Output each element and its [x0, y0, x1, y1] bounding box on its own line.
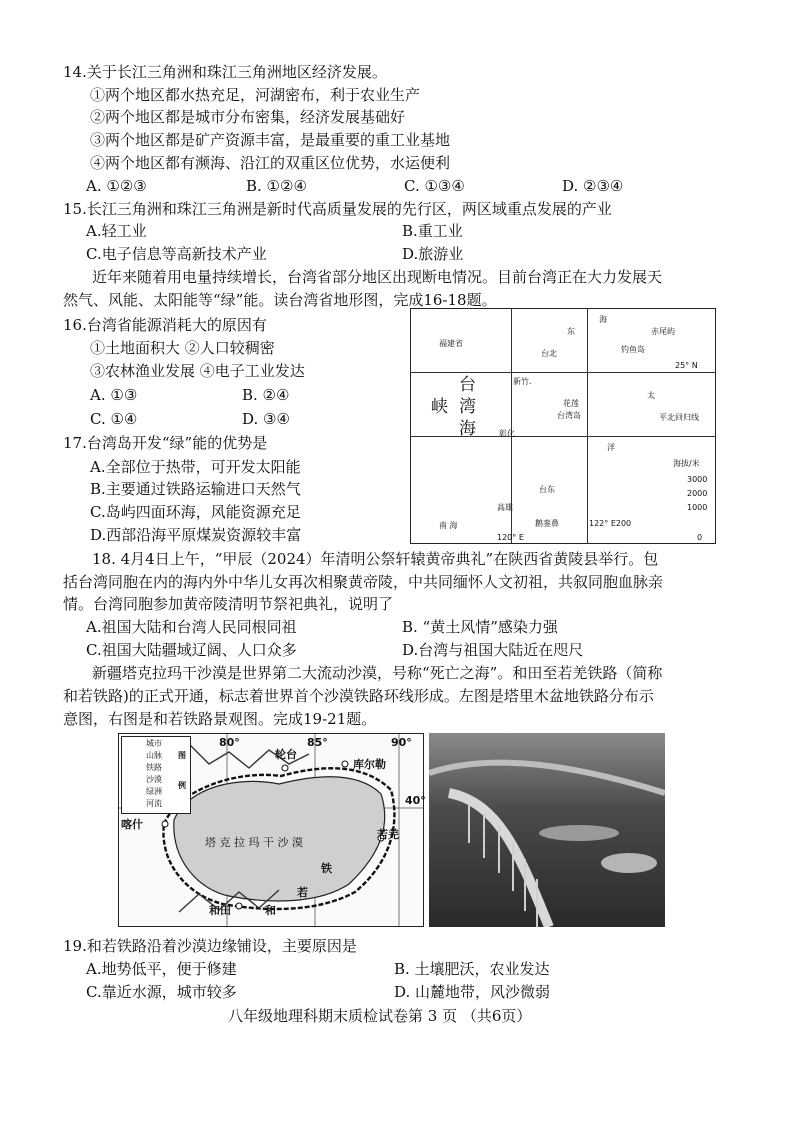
railway-label: 和	[265, 904, 276, 917]
q18-option-d: D.台湾与祖国大陆近在咫尺	[402, 641, 584, 659]
q16-option-c: C. ①④	[90, 410, 138, 428]
map-label: 钓鱼岛	[621, 345, 645, 354]
map-label: 台北	[541, 349, 557, 358]
map-label: 花莲	[563, 399, 579, 408]
map-label: 台湾岛	[557, 411, 581, 420]
map-strait-label: 峡	[431, 397, 448, 417]
desert-label: 塔 克 拉 玛 干 沙 漠	[205, 836, 303, 849]
city-label: 喀什	[121, 818, 143, 831]
map-label: 彰化	[499, 429, 515, 438]
q19-option-c: C.靠近水源，城市较多	[86, 983, 237, 1001]
q17-option-c: C.岛屿四面环海，风能资源充足	[90, 503, 301, 521]
q17-option-b: B.主要通过铁路运输进口天然气	[90, 480, 301, 498]
q14-statement: ②两个地区都是城市分布密集，经济发展基础好	[90, 108, 406, 126]
q15-option-c: C.电子信息等高新技术产业	[86, 245, 267, 263]
q16-option-b: B. ②④	[242, 386, 290, 404]
q18-stem: 括台湾同胞在内的海内外中华儿女再次相聚黄帝陵，中共同缅怀人文初祖，共叙同胞血脉亲	[63, 573, 664, 591]
q14-statement: ④两个地区都有濒海、沿江的双重区位优势，水运便利	[90, 154, 451, 172]
map-strait-label: 海	[459, 419, 476, 439]
map-strait-label: 湾	[459, 397, 476, 417]
railway-photo-drawing	[429, 733, 665, 927]
map-label: 鹅銮鼻	[535, 519, 559, 528]
legend-level: 3000	[687, 475, 708, 484]
q14-option-c: C. ①③④	[404, 177, 465, 195]
intro19-line: 和若铁路)的正式开通，标志着世界首个沙漠铁路环线形成。左图是塔里木盆地铁路分布示	[63, 687, 654, 705]
q18-stem: 情。台湾同胞参加黄帝陵清明节祭祀典礼，说明了	[63, 595, 394, 613]
q15-option-b: B.重工业	[402, 222, 463, 240]
railway-label: 铁	[321, 862, 332, 875]
city-label: 若羌	[377, 828, 399, 841]
q14-option-d: D. ②③④	[562, 177, 624, 195]
q16-statement: ①土地面积大 ②人口较稠密	[90, 339, 275, 357]
map-longitude: 85°	[307, 736, 328, 749]
railway-label: 若	[297, 886, 308, 899]
q14-stem: 14.关于长江三角洲和珠江三角洲地区经济发展。	[63, 63, 387, 81]
q18-option-a: A.祖国大陆和台湾人民同根同祖	[86, 618, 297, 636]
map-label: 120° E	[497, 533, 524, 542]
map-label: 洋	[607, 443, 615, 452]
map-label: 平北回归线	[659, 413, 699, 422]
map-label: 新竹.	[513, 377, 532, 386]
legend-item: 山脉	[146, 751, 162, 760]
legend-item: 城市	[146, 739, 162, 748]
q16-option-a: A. ①③	[90, 386, 138, 404]
railway-photo	[429, 733, 665, 927]
map-label: 25° N	[675, 361, 698, 370]
q15-option-a: A.轻工业	[86, 222, 147, 240]
page-footer: 八年级地理科期末质检试卷第 3 页 （共6页）	[228, 1007, 532, 1025]
map-label: 太	[647, 391, 655, 400]
q15-option-d: D.旅游业	[402, 245, 464, 263]
q14-option-b: B. ①②④	[246, 177, 307, 195]
tarim-map	[118, 733, 424, 927]
q18-option-b: B. “黄土风情”感染力强	[402, 618, 558, 636]
city-label: 库尔勒	[353, 758, 386, 771]
q14-statement: ③两个地区都是矿产资源丰富，是最重要的重工业基地	[90, 131, 451, 149]
tarim-legend	[121, 736, 191, 814]
taiwan-map	[410, 308, 716, 544]
q16-statement: ③农林渔业发展 ④电子工业发达	[90, 362, 305, 380]
map-label: 高雄	[497, 503, 513, 512]
q18-stem: 18. 4月4日上午，“甲辰（2024）年清明公祭轩辕黄帝典礼”在陕西省黄陵县举行。包	[92, 550, 659, 568]
map-label: 赤尾屿	[651, 327, 675, 336]
city-label: 轮台	[275, 748, 297, 761]
map-label: 南 海	[439, 521, 458, 530]
legend-item: 沙漠	[146, 775, 162, 784]
intro16-line: 近年来随着用电量持续增长，台湾省部分地区出现断电情况。目前台湾正在大力发展天	[92, 268, 663, 286]
map-longitude: 80°	[219, 736, 240, 749]
q19-option-b: B. 土壤肥沃，农业发达	[394, 960, 550, 978]
legend-item: 绿洲	[146, 787, 162, 796]
intro16-line: 然气、风能、太阳能等“绿”能。读台湾省地形图，完成16-18题。	[63, 291, 497, 309]
q19-stem: 19.和若铁路沿着沙漠边缘铺设，主要原因是	[63, 937, 357, 955]
legend-item: 铁路	[146, 763, 162, 772]
map-label: 东	[567, 327, 575, 336]
legend-level: 2000	[687, 489, 708, 498]
q19-option-a: A.地势低平，便于修建	[86, 960, 237, 978]
legend-title: 例	[178, 781, 186, 790]
q16-stem: 16.台湾省能源消耗大的原因有	[63, 316, 267, 334]
map-latitude: 40°	[405, 794, 426, 807]
q17-option-d: D.西部沿海平原煤炭资源较丰富	[90, 526, 302, 544]
map-label: 福建省	[439, 339, 463, 348]
q16-option-d: D. ③④	[242, 410, 290, 428]
q17-option-a: A.全部位于热带，可开发太阳能	[90, 458, 301, 476]
intro19-line: 意图，右图是和若铁路景观图。完成19-21题。	[63, 710, 377, 728]
legend-item: 河流	[146, 799, 162, 808]
q17-stem: 17.台湾岛开发“绿”能的优势是	[63, 434, 268, 452]
map-label: 海	[599, 315, 607, 324]
map-longitude: 90°	[391, 736, 412, 749]
q15-stem: 15.长江三角洲和珠江三角洲是新时代高质量发展的先行区，两区域重点发展的产业	[63, 200, 612, 218]
map-label: 台东	[539, 485, 555, 494]
legend-level: 0	[697, 533, 703, 542]
q14-statement: ①两个地区都水热充足，河湖密布，利于农业生产	[90, 86, 421, 104]
intro19-line: 新疆塔克拉玛干沙漠是世界第二大流动沙漠，号称“死亡之海”。和田至若羌铁路（简称	[92, 664, 663, 682]
q19-option-d: D. 山麓地带，风沙微弱	[394, 983, 551, 1001]
city-label: 和田	[209, 904, 231, 917]
legend-level: 1000	[687, 503, 708, 512]
q18-option-c: C.祖国大陆疆域辽阔、人口众多	[86, 641, 297, 659]
legend-title: 图	[178, 751, 186, 760]
legend-title: 海拔/米	[673, 459, 700, 468]
q14-option-a: A. ①②③	[86, 177, 147, 195]
map-strait-label: 台	[459, 375, 476, 395]
map-label: 122° E200	[589, 519, 632, 528]
